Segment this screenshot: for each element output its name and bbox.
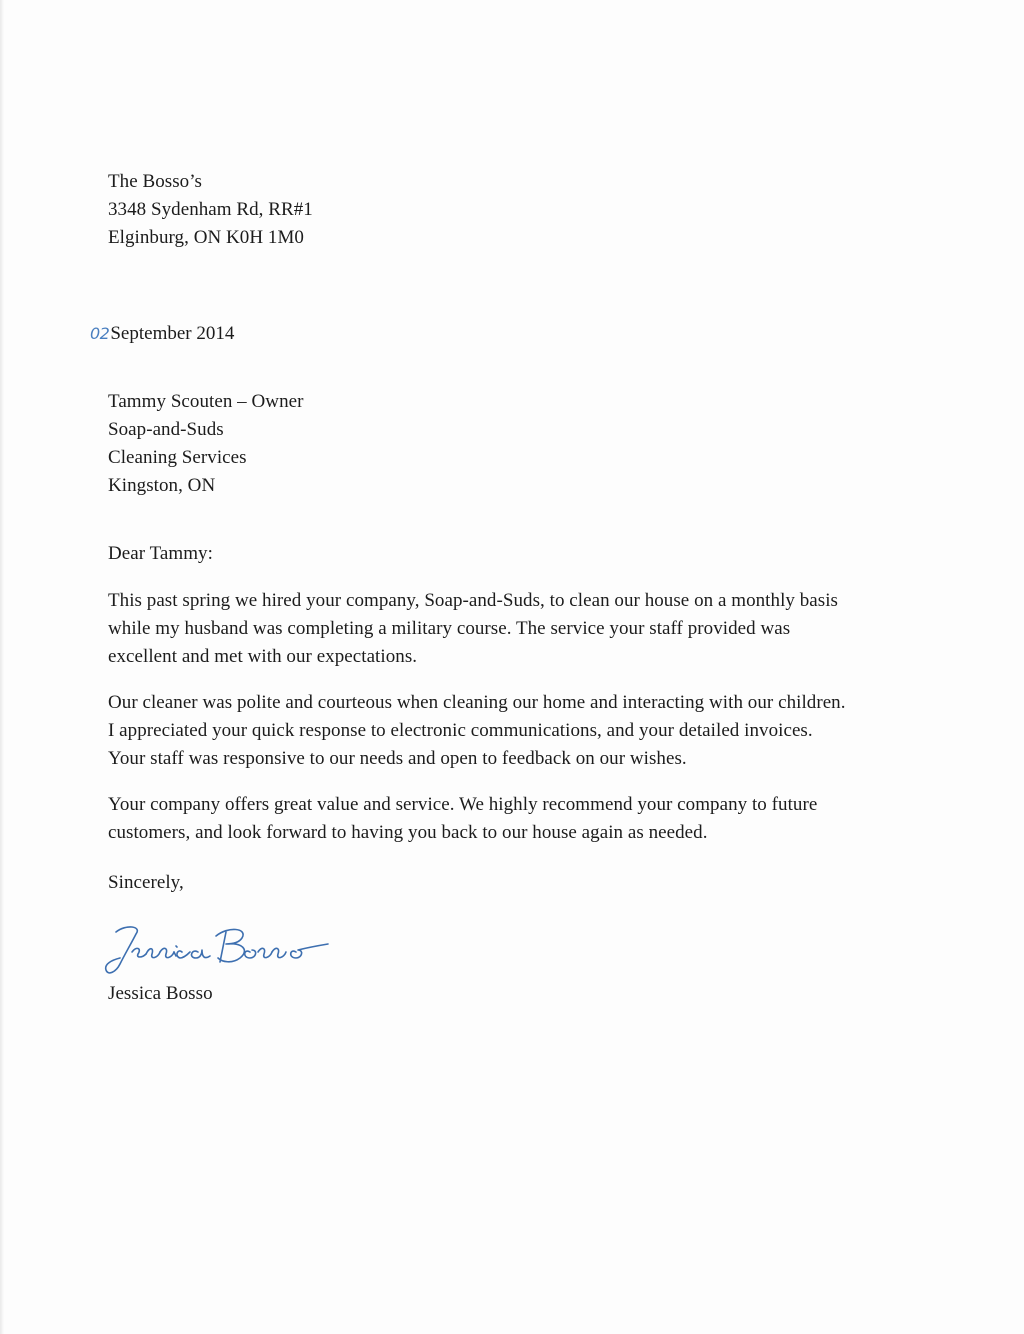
sender-name: The Bosso’s (108, 171, 202, 192)
letter-date (90, 320, 234, 348)
paragraph-2-line-3: Your staff was responsive to our needs and open to feedback on our wishes. (108, 748, 687, 769)
paragraph-2-line-2: I appreciated your quick response to electronic communications, and your detailed invoices. (108, 720, 813, 741)
sender-city: Elginburg, ON K0H 1M0 (108, 227, 304, 248)
paragraph-2-line-1: Our cleaner was polite and courteous when cleaning our home and interacting with our children. (108, 692, 846, 713)
sender-street: 3348 Sydenham Rd, RR#1 (108, 199, 313, 220)
paragraph-1-line-3: excellent and met with our expectations. (108, 646, 418, 667)
paragraph-3-line-1: Your company offers great value and service. We highly recommend your company to future (108, 794, 818, 815)
recipient-line-3: Cleaning Services (108, 447, 247, 468)
scan-edge-shadow (0, 0, 4, 1334)
handwritten-signature (102, 918, 352, 984)
recipient-line-2: Soap-and-Suds (108, 419, 224, 440)
paragraph-3-line-2: customers, and look forward to having you back to our house again as needed. (108, 822, 708, 843)
closing: Sincerely, (108, 872, 184, 893)
recipient-line-4: Kingston, ON (108, 475, 216, 496)
paragraph-1-line-1: This past spring we hired your company, Soap-and-Suds, to clean our house on a monthly basis (108, 590, 838, 611)
date-month-year: September 2014 (110, 323, 235, 344)
salutation: Dear Tammy: (108, 543, 213, 564)
signer-name: Jessica Bosso (108, 983, 213, 1004)
paragraph-1-line-2: while my husband was completing a military course. The service your staff provided was (108, 618, 791, 639)
recipient-line-1: Tammy Scouten – Owner (108, 391, 304, 412)
handwritten-day: 02 (90, 324, 110, 343)
